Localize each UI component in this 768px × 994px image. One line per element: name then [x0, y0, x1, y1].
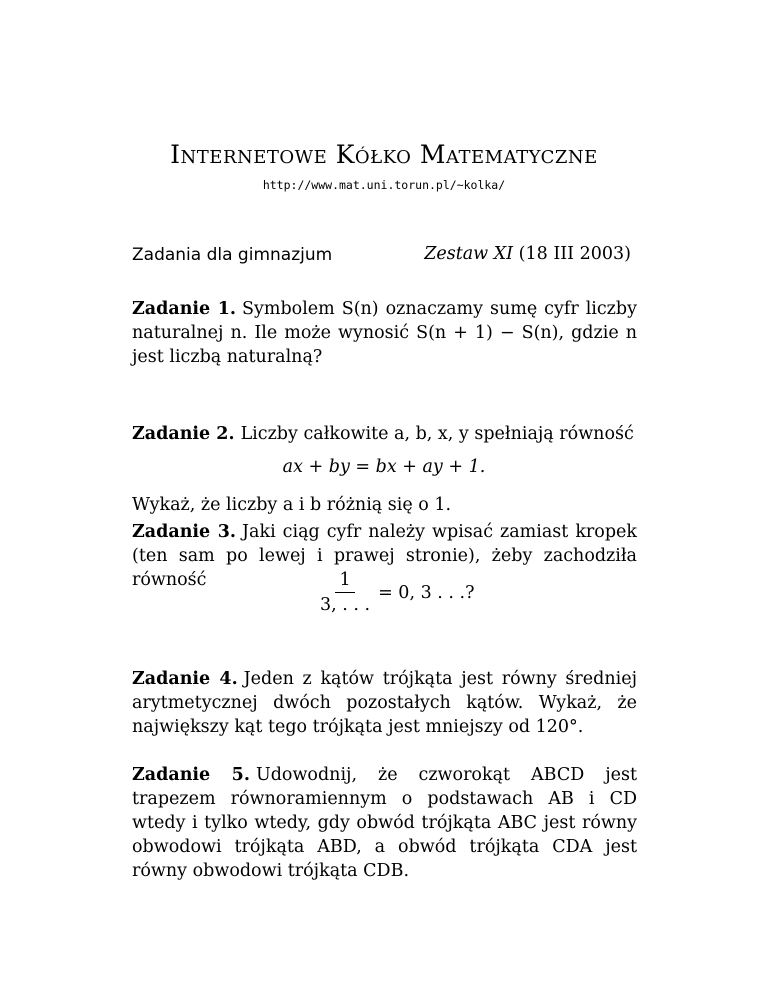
task-label: Zadanie 3. [132, 522, 237, 542]
page-title: Internetowe Kółko Matematyczne [170, 140, 598, 169]
fraction-numerator: 1 [335, 570, 354, 593]
set-date: (18 III 2003) [518, 244, 631, 264]
fraction [318, 570, 372, 615]
task-3-equation [318, 570, 474, 615]
set-label: Zestaw XI [424, 244, 514, 264]
task-5 [132, 763, 637, 883]
fraction-denominator: 3, . . . [320, 595, 371, 615]
set-info [424, 244, 631, 264]
task-2-equation [0, 457, 768, 477]
task-1 [132, 297, 637, 369]
task-label: Zadanie 4. [132, 669, 238, 689]
task-text: Liczby całkowite a, b, x, y spełniają równość [240, 424, 634, 444]
task-text: Wykaż, że liczby a i b różnią się o 1. [132, 495, 452, 515]
site-url[interactable]: http://www.mat.uni.torun.pl/~kolka/ [262, 178, 506, 192]
task-2-conclusion [132, 493, 637, 517]
task-label: Zadanie 1. [132, 299, 236, 319]
equation-rhs: = 0, 3 . . .? [378, 582, 475, 603]
equation-text: ax + by = bx + ay + 1. [282, 457, 486, 477]
task-label: Zadanie 2. [132, 424, 235, 444]
task-text: Jaki ciąg cyfr należy wpisać zamiast kropek (ten sam po lewej i prawej stronie), żeby zachodziła równość [132, 522, 638, 590]
task-text: Symbolem S(n) oznaczamy sumę cyfr liczby naturalnej n. Ile może wynosić S(n + 1) − S(n), gdzie n jest liczbą naturalną? [132, 299, 637, 367]
task-2 [132, 422, 637, 446]
task-text: Jeden z kątów trójkąta jest równy średniej arytmetycznej dwóch pozostałych kątów. Wykaż, że największy kąt tego trójkąta jest mniejszy od 120°. [132, 669, 637, 737]
task-4 [132, 667, 637, 739]
audience-label: Zadania dla gimnazjum [132, 245, 333, 265]
task-text: Udowodnij, że czworokąt ABCD jest trapezem równoramiennym o podstawach AB i CD wtedy i tylko wtedy, gdy obwód trójkąta ABC jest równy obwodowi trójkąta ABD, a obwód trójkąta CDA jest równy obwodowi trójkąta CDB. [132, 765, 638, 881]
task-label: Zadanie 5. [132, 765, 250, 785]
